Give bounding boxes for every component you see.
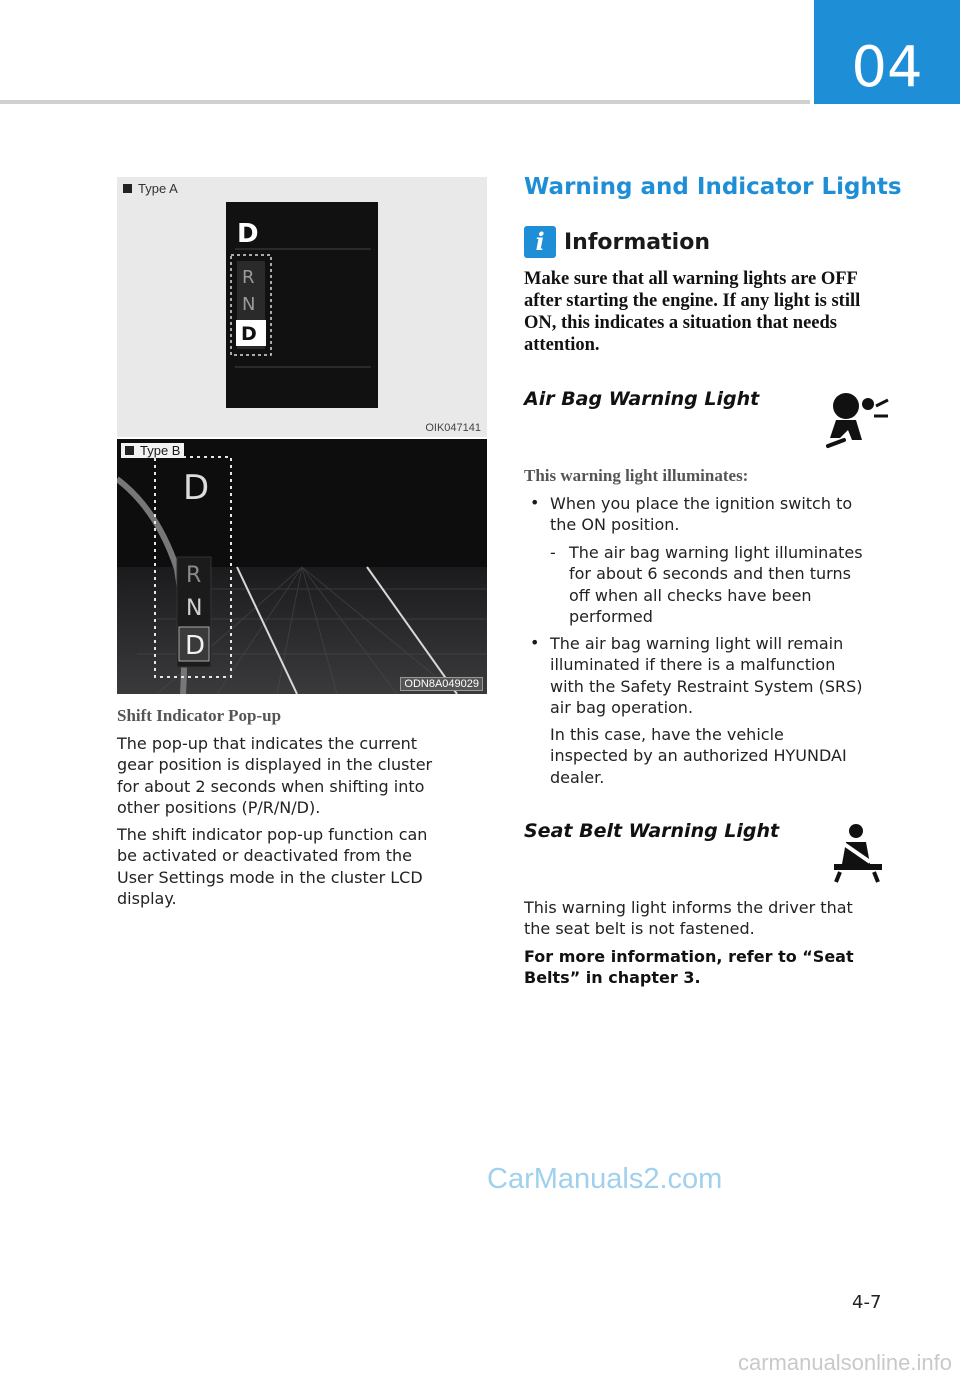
- airbag-bullet-2: The air bag warning light will remain illuminated if there is a malfunction with the Safety Restraint System (SRS) air bag operation.: [550, 634, 863, 717]
- figure-type-b-text: Type B: [140, 443, 181, 458]
- information-title: Information: [564, 229, 710, 255]
- bullet-icon: •: [530, 633, 540, 652]
- figure-type-a: [117, 177, 487, 437]
- watermark: CarManuals2.com: [487, 1163, 723, 1195]
- shift-indicator-heading: Shift Indicator Pop-up: [117, 706, 282, 725]
- airbag-warning-icon: [822, 390, 894, 452]
- information-heading: [524, 226, 710, 258]
- airbag-lead: This warning light illuminates:: [524, 466, 749, 485]
- seatbelt-title: Seat Belt Warning Light: [524, 820, 780, 842]
- info-icon: i: [524, 226, 556, 258]
- figure-code-b: ODN8A049029: [400, 677, 483, 691]
- shift-paragraph-2: The shift indicator pop-up function can be activated or deactivated from the User Settings mode in the cluster LCD display.: [117, 825, 428, 908]
- airbag-note: In this case, have the vehicle inspected by an authorized HYUNDAI dealer.: [550, 725, 847, 787]
- bullet-icon: •: [530, 493, 540, 512]
- figure-type-a-text: Type A: [138, 181, 178, 196]
- gear-d-a: D: [241, 323, 257, 345]
- gear-large-a: D: [237, 219, 259, 249]
- header-rule: [0, 100, 810, 104]
- dash-icon: -: [550, 543, 556, 562]
- footer-brand: carmanualsonline.info: [737, 1350, 952, 1375]
- seatbelt-body: This warning light informs the driver that the seat belt is not fastened.: [524, 898, 853, 939]
- seatbelt-warning-icon: [830, 822, 886, 884]
- gear-n-b: N: [186, 596, 203, 621]
- figure-type-b: [117, 439, 487, 694]
- cluster-display-a: [117, 177, 487, 437]
- page-number: 4-7: [852, 1292, 882, 1313]
- chapter-tab: 04: [814, 0, 960, 104]
- cluster-display-b: [117, 439, 487, 694]
- seatbelt-reference: For more information, refer to “Seat Belts” in chapter 3.: [524, 947, 854, 988]
- figure-label-b: [121, 443, 184, 458]
- airbag-title: Air Bag Warning Light: [524, 388, 760, 410]
- gear-large-b: D: [183, 468, 210, 508]
- square-bullet-icon: [125, 446, 134, 455]
- airbag-sub-item: The air bag warning light illuminates for about 6 seconds and then turns off when all checks have been performed: [569, 543, 863, 626]
- information-body: Make sure that all warning lights are OFF after starting the engine. If any light is still ON, this indicates a situation that needs attention.: [524, 269, 861, 355]
- shift-paragraph-1: The pop-up that indicates the current gear position is displayed in the cluster for about 2 seconds when shifting into other positions (P/R/N/D).: [117, 734, 433, 817]
- figure-code-a: OIK047141: [425, 422, 481, 434]
- section-title: Warning and Indicator Lights: [524, 174, 902, 200]
- gear-d-b: D: [185, 631, 206, 661]
- airbag-bullet-1: When you place the ignition switch to the ON position.: [550, 494, 853, 535]
- gear-r-b: R: [186, 563, 202, 588]
- gear-r-a: R: [242, 267, 255, 288]
- gear-n-a: N: [242, 294, 256, 315]
